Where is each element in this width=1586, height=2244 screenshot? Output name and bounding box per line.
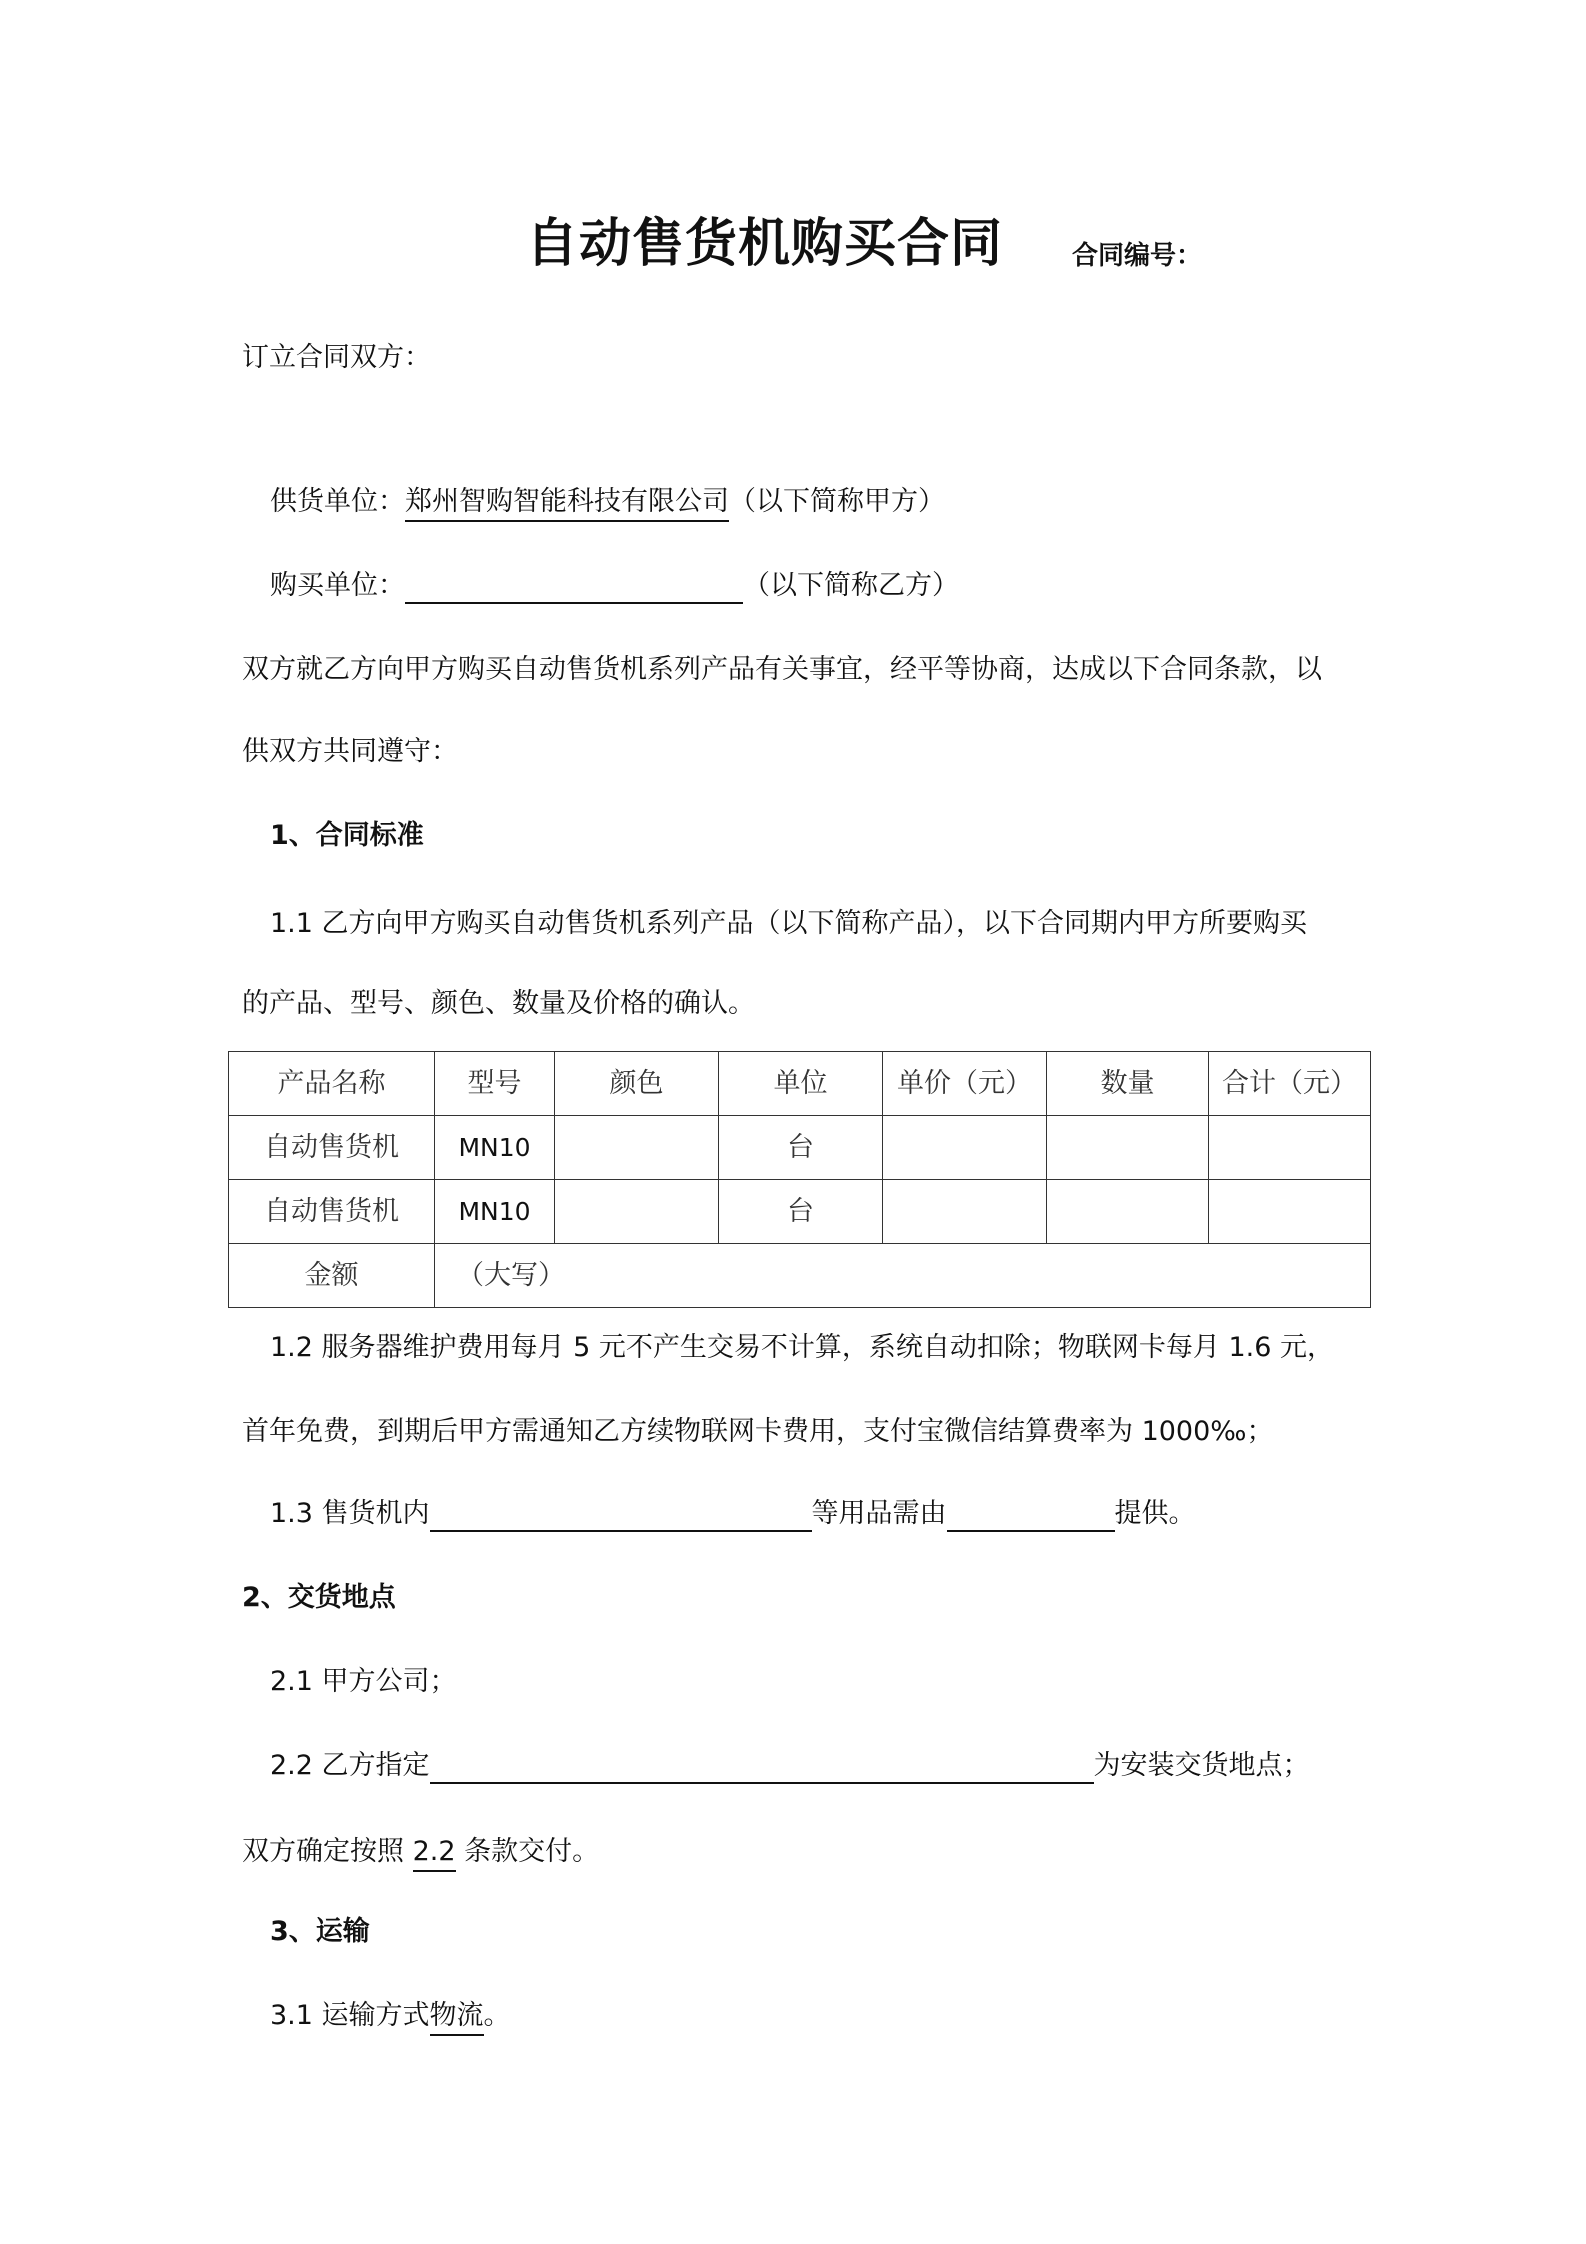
section-1-heading: 1、合同标准 (270, 820, 424, 851)
provider-blank[interactable] (947, 1500, 1115, 1532)
clause-1-3-suffix: 提供。 (1114, 1498, 1196, 1529)
contract-title: 自动售货机购买合同 (526, 214, 1004, 274)
table-cell-model: MN10 (435, 1116, 555, 1180)
clause-2-2 (270, 1748, 1310, 1784)
preamble-line-2: 供双方共同遵守： (242, 736, 458, 767)
table-row (229, 1116, 1371, 1180)
table-header-cell: 合计（元） (1209, 1052, 1371, 1116)
table-cell-quantity[interactable] (1047, 1180, 1209, 1244)
table-cell-unit: 台 (719, 1116, 883, 1180)
delivery-confirmation (242, 1834, 599, 1872)
clause-2-2-suffix: 为安装交货地点； (1093, 1750, 1310, 1781)
table-cell-unit: 台 (719, 1180, 883, 1244)
confirm-suffix: 条款交付。 (455, 1836, 600, 1867)
table-total-label: 金额 (229, 1244, 435, 1308)
table-cell-price[interactable] (883, 1180, 1047, 1244)
clause-1-2-line-1: 1.2 服务器维护费用每月 5 元不产生交易不计算，系统自动扣除；物联网卡每月 1.6 元， (270, 1332, 1334, 1363)
preamble-line-1: 双方就乙方向甲方购买自动售货机系列产品有关事宜，经平等协商，达成以下合同条款，以 (242, 654, 1322, 685)
confirm-clause-value: 2.2 (413, 1834, 456, 1872)
table-row (229, 1180, 1371, 1244)
table-cell-total[interactable] (1209, 1180, 1371, 1244)
table-header-cell: 数量 (1047, 1052, 1209, 1116)
table-header-cell: 型号 (435, 1052, 555, 1116)
supplier-suffix: （以下简称甲方） (729, 486, 945, 517)
clause-1-3-prefix: 1.3 售货机内 (270, 1498, 430, 1529)
buyer-suffix: （以下简称乙方） (743, 570, 959, 601)
table-cell-product: 自动售货机 (229, 1116, 435, 1180)
table-cell-color[interactable] (555, 1116, 719, 1180)
clause-3-1 (270, 1998, 511, 2036)
supplier-label: 供货单位： (270, 486, 405, 517)
supplies-blank[interactable] (430, 1500, 812, 1532)
clause-2-2-prefix: 2.2 乙方指定 (270, 1750, 430, 1781)
table-cell-quantity[interactable] (1047, 1116, 1209, 1180)
table-cell-total[interactable] (1209, 1116, 1371, 1180)
table-cell-product: 自动售货机 (229, 1180, 435, 1244)
table-total-value[interactable]: （大写） (435, 1244, 1371, 1308)
clause-3-1-prefix: 3.1 运输方式 (270, 2000, 430, 2031)
clause-1-2-line-2: 首年免费，到期后甲方需通知乙方续物联网卡费用，支付宝微信结算费率为 1000‰； (242, 1416, 1274, 1447)
transport-method-value: 物流 (430, 1998, 484, 2036)
section-3-heading: 3、运输 (270, 1916, 370, 1947)
clause-1-3-middle: 等用品需由 (811, 1498, 947, 1529)
clause-1-1-line-2: 的产品、型号、颜色、数量及价格的确认。 (242, 988, 755, 1019)
supplier-name: 郑州智购智能科技有限公司 (405, 484, 729, 522)
table-header-cell: 单价（元） (883, 1052, 1047, 1116)
table-header-cell: 单位 (719, 1052, 883, 1116)
clause-1-3 (270, 1496, 1196, 1532)
table-total-row (229, 1244, 1371, 1308)
buyer-name-blank[interactable] (405, 572, 743, 604)
supplier-line (270, 484, 945, 522)
clause-2-1: 2.1 甲方公司； (270, 1666, 457, 1697)
confirm-prefix: 双方确定按照 (242, 1836, 413, 1867)
table-header-cell: 产品名称 (229, 1052, 435, 1116)
parties-intro: 订立合同双方： (242, 342, 431, 373)
buyer-line (270, 568, 959, 604)
clause-1-1-line-1: 1.1 乙方向甲方购买自动售货机系列产品（以下简称产品），以下合同期内甲方所要购买 (270, 908, 1308, 939)
table-cell-color[interactable] (555, 1180, 719, 1244)
contract-number-label: 合同编号： (1072, 241, 1203, 271)
delivery-location-blank[interactable] (430, 1752, 1094, 1784)
table-header-cell: 颜色 (555, 1052, 719, 1116)
table-cell-price[interactable] (883, 1116, 1047, 1180)
table-header-row (229, 1052, 1371, 1116)
product-table (228, 1051, 1371, 1308)
table-cell-model: MN10 (435, 1180, 555, 1244)
clause-3-1-suffix: 。 (483, 2000, 511, 2031)
section-2-heading: 2、交货地点 (242, 1582, 396, 1613)
buyer-label: 购买单位： (270, 570, 405, 601)
